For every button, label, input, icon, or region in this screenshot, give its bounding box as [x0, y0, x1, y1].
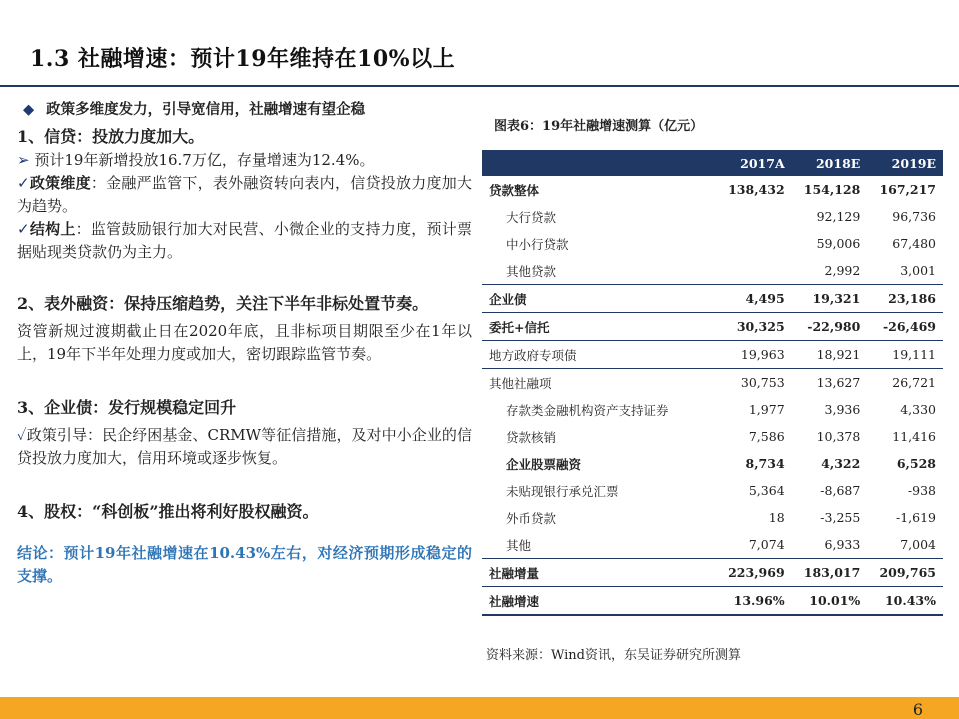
cell-2017a: 5,364 — [748, 483, 785, 498]
cell-2019e: 23,186 — [867, 285, 943, 313]
cell-2017a: 4,495 — [716, 285, 792, 313]
bullet-heading — [23, 98, 472, 119]
section-4-heading: 4、股权：“科创板”推出将利好股权融资。 — [17, 502, 319, 521]
check-icon: ✓ — [17, 220, 30, 238]
table-row — [482, 423, 943, 450]
cell-2018e: -8,687 — [820, 483, 861, 498]
table-row — [482, 559, 943, 587]
table-row — [482, 504, 943, 531]
section-3-heading: 3、企业债：发行规模稳定回升 — [17, 398, 237, 417]
table-row — [482, 176, 943, 203]
row-label: 大行贷款 — [506, 209, 557, 225]
section-1-heading: 1、信贷：投放力度加大。 — [17, 127, 205, 146]
cell-2018e: -3,255 — [820, 510, 861, 525]
cell-2017a: 7,586 — [748, 429, 785, 444]
row-label: 外币贷款 — [506, 510, 557, 526]
cell-2017a: 30,325 — [716, 313, 792, 341]
cell-2018e: 92,129 — [816, 209, 861, 224]
cell-2017a — [716, 257, 792, 285]
diamond-icon: ◆ — [23, 101, 35, 118]
cell-2019e: 167,217 — [879, 182, 936, 197]
row-label: 贷款整体 — [489, 182, 540, 198]
cell-2017a: 138,432 — [728, 182, 785, 197]
table-row — [482, 313, 943, 341]
cell-2019e: 209,765 — [867, 559, 943, 587]
header-2017a: 2017A — [716, 150, 792, 176]
row-label: 社融增量 — [482, 559, 716, 587]
check-icon: ✓ — [17, 174, 30, 192]
table-row — [482, 230, 943, 257]
row-label: 企业债 — [482, 285, 716, 313]
cell-2018e: 18,921 — [792, 341, 868, 369]
row-label: 其他 — [506, 537, 532, 553]
cell-2017a: 13.96% — [716, 587, 792, 616]
page-number: 6 — [912, 700, 923, 719]
row-label: 存款类金融机构资产支持证券 — [506, 402, 669, 418]
row-label: 贷款核销 — [506, 429, 557, 445]
title-divider — [0, 85, 959, 87]
cell-2018e: 59,006 — [816, 236, 861, 251]
cell-2017a: 30,753 — [716, 369, 792, 397]
section-3-text — [17, 424, 472, 470]
bullet-heading-text: 政策多维度发力，引导宽信用，社融增速有望企稳 — [46, 101, 366, 118]
header-label — [482, 150, 716, 176]
cell-2019e: 67,480 — [892, 236, 936, 251]
cell-2019e: 10.43% — [867, 587, 943, 616]
cell-2017a: 8,734 — [745, 456, 785, 471]
page-title: 1.3 社融增速：预计19年维持在10%以上 — [30, 46, 456, 72]
table-row — [482, 450, 943, 477]
cell-2018e: 3,936 — [824, 402, 861, 417]
cell-2017a — [716, 203, 792, 230]
cell-2018e: 10,378 — [816, 429, 861, 444]
header-2019e: 2019E — [867, 150, 943, 176]
cell-2017a — [716, 230, 792, 257]
section-1-point-2 — [17, 172, 472, 218]
table-row — [482, 369, 943, 397]
table-row — [482, 203, 943, 230]
section-2-heading: 2、表外融资：保持压缩趋势，关注下半年非标处置节奏。 — [17, 294, 429, 313]
row-label: 地方政府专项债 — [482, 341, 716, 369]
row-label: 社融增速 — [482, 587, 716, 616]
cell-2018e: 6,933 — [824, 537, 861, 552]
table-row — [482, 285, 943, 313]
cell-2018e: -22,980 — [792, 313, 868, 341]
cell-2017a: 223,969 — [716, 559, 792, 587]
cell-2019e: 19,111 — [867, 341, 943, 369]
cell-2018e: 154,128 — [803, 182, 861, 197]
cell-2019e: -938 — [907, 483, 936, 498]
cell-2018e: 4,322 — [821, 456, 861, 471]
estimate-table — [482, 150, 943, 616]
table-caption: 图表6：19年社融增速测算（亿元） — [494, 119, 704, 134]
section-1-point-1 — [17, 149, 472, 172]
table-header-row — [482, 150, 943, 176]
row-label: 委托+信托 — [482, 313, 716, 341]
cell-2018e: 183,017 — [792, 559, 868, 587]
cell-2019e: 96,736 — [892, 209, 936, 224]
cell-2019e: 11,416 — [892, 429, 936, 444]
cell-2019e: 3,001 — [900, 263, 936, 278]
table-row — [482, 257, 943, 285]
cell-2017a: 18 — [768, 510, 785, 525]
cell-2017a: 7,074 — [748, 537, 785, 552]
arrow-icon: ➢ — [17, 151, 30, 169]
cell-2017a: 19,963 — [716, 341, 792, 369]
cell-2019e: -1,619 — [895, 510, 936, 525]
cell-2018e: 13,627 — [792, 369, 868, 397]
section-2-text: 资管新规过渡期截止日在2020年底，且非标项目期限至少在1年以上，19年下半年处理力度或加大，密切跟踪监管节奏。 — [17, 322, 472, 363]
table-row — [482, 587, 943, 616]
conclusion: 结论：预计19年社融增速在10.43%左右，对经济预期形成稳定的支撑。 — [17, 544, 472, 585]
cell-2019e: 7,004 — [900, 537, 936, 552]
row-label: 企业股票融资 — [506, 456, 582, 472]
header-2018e: 2018E — [792, 150, 868, 176]
cell-2019e: -26,469 — [867, 313, 943, 341]
row-label: 中小行贷款 — [506, 236, 569, 252]
policy-text: ：金融严监管下，表外融资转向表内，信贷投放力度加大为趋势。 — [17, 174, 472, 215]
row-label: 其他贷款 — [506, 263, 557, 279]
row-label: 其他社融项 — [482, 369, 716, 397]
structure-text: ：监管鼓励银行加大对民营、小微企业的支持力度，预计票据贴现类贷款仍为主力。 — [17, 220, 472, 261]
footer-bar — [0, 697, 959, 719]
cell-2018e: 10.01% — [792, 587, 868, 616]
cell-2018e: 19,321 — [792, 285, 868, 313]
table-row — [482, 477, 943, 504]
table-source: 资料来源：Wind资讯，东吴证券研究所测算 — [486, 648, 741, 663]
cell-2019e: 4,330 — [900, 402, 936, 417]
cell-2018e: 2,992 — [824, 263, 861, 278]
row-label: 未贴现银行承兑汇票 — [506, 483, 619, 499]
cell-2017a: 1,977 — [748, 402, 785, 417]
policy-label: 政策维度 — [29, 174, 91, 192]
table-row — [482, 396, 943, 423]
table-row — [482, 341, 943, 369]
section-1-point-3 — [17, 218, 472, 264]
check-icon: ✓ — [17, 426, 27, 444]
left-column — [17, 98, 472, 588]
structure-label: 结构上 — [29, 220, 76, 238]
cell-2019e: 26,721 — [867, 369, 943, 397]
table-row — [482, 531, 943, 559]
section-3-text-body: 政策引导：民企纾困基金、CRMW等征信措施，及对中小企业的信贷投放力度加大，信用环境或逐步恢复。 — [17, 426, 472, 467]
cell-2019e: 6,528 — [896, 456, 936, 471]
section-1-point-1-text: 预计19年新增投放16.7万亿，存量增速为12.4%。 — [34, 151, 375, 169]
